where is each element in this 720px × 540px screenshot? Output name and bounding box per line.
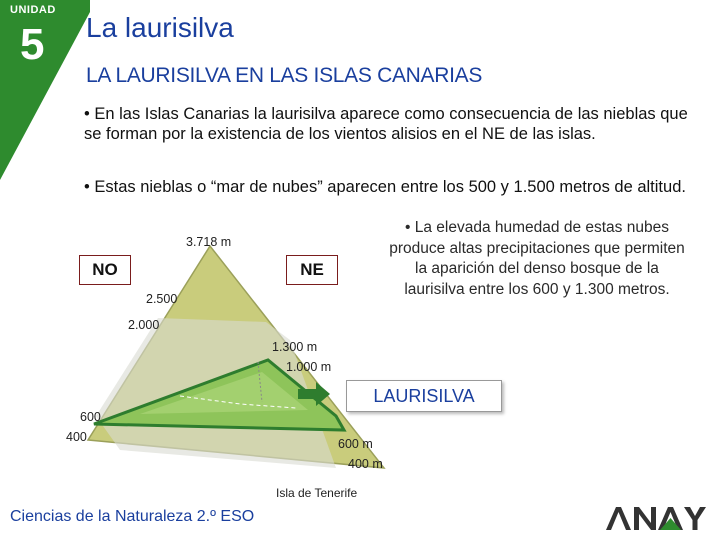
altitude-400-label: 400 — [66, 430, 87, 444]
page-title: La laurisilva — [86, 12, 234, 43]
altitude-400m-label: 400 m — [348, 457, 383, 471]
altitude-2000-label: 2.000 — [128, 318, 160, 332]
side-paragraph: • La elevada humedad de estas nubes produce altas precipitaciones que permiten la aparición del denso bosque de la laurisilva entre los 600 y 1.300 metros. — [389, 219, 685, 298]
unit-number: 5 — [20, 20, 45, 69]
anaya-logo — [604, 504, 710, 532]
no-direction-label: NO — [79, 255, 131, 285]
altitude-600m-label: 600 m — [338, 437, 373, 451]
laurisilva-callout: LAURISILVA — [346, 380, 502, 412]
paragraph-1: • En las Islas Canarias la laurisilva aparece como consecuencia de las nieblas que se forman por la existencia de los vientos alisios en el NE de las islas. — [84, 105, 688, 143]
ne-direction-label: NE — [286, 255, 338, 285]
altitude-2500-label: 2.500 — [146, 292, 178, 306]
section-subtitle: LA LAURISILVA EN LAS ISLAS CANARIAS — [86, 64, 483, 87]
altitude-600-label: 600 — [80, 410, 101, 424]
paragraph-2: • Estas nieblas o “mar de nubes” aparecen entre los 500 y 1.500 metros de altitud. — [84, 178, 686, 196]
peak-altitude-label: 3.718 m — [186, 235, 232, 249]
altitude-1300-label: 1.300 m — [272, 340, 318, 354]
footer-course-title: Ciencias de la Naturaleza 2.º ESO — [10, 508, 255, 525]
arrow-shaft — [298, 389, 318, 399]
diagram-caption: Isla de Tenerife — [276, 486, 358, 500]
altitude-1000-label: 1.000 m — [286, 360, 332, 374]
unit-label: UNIDAD — [10, 4, 56, 16]
